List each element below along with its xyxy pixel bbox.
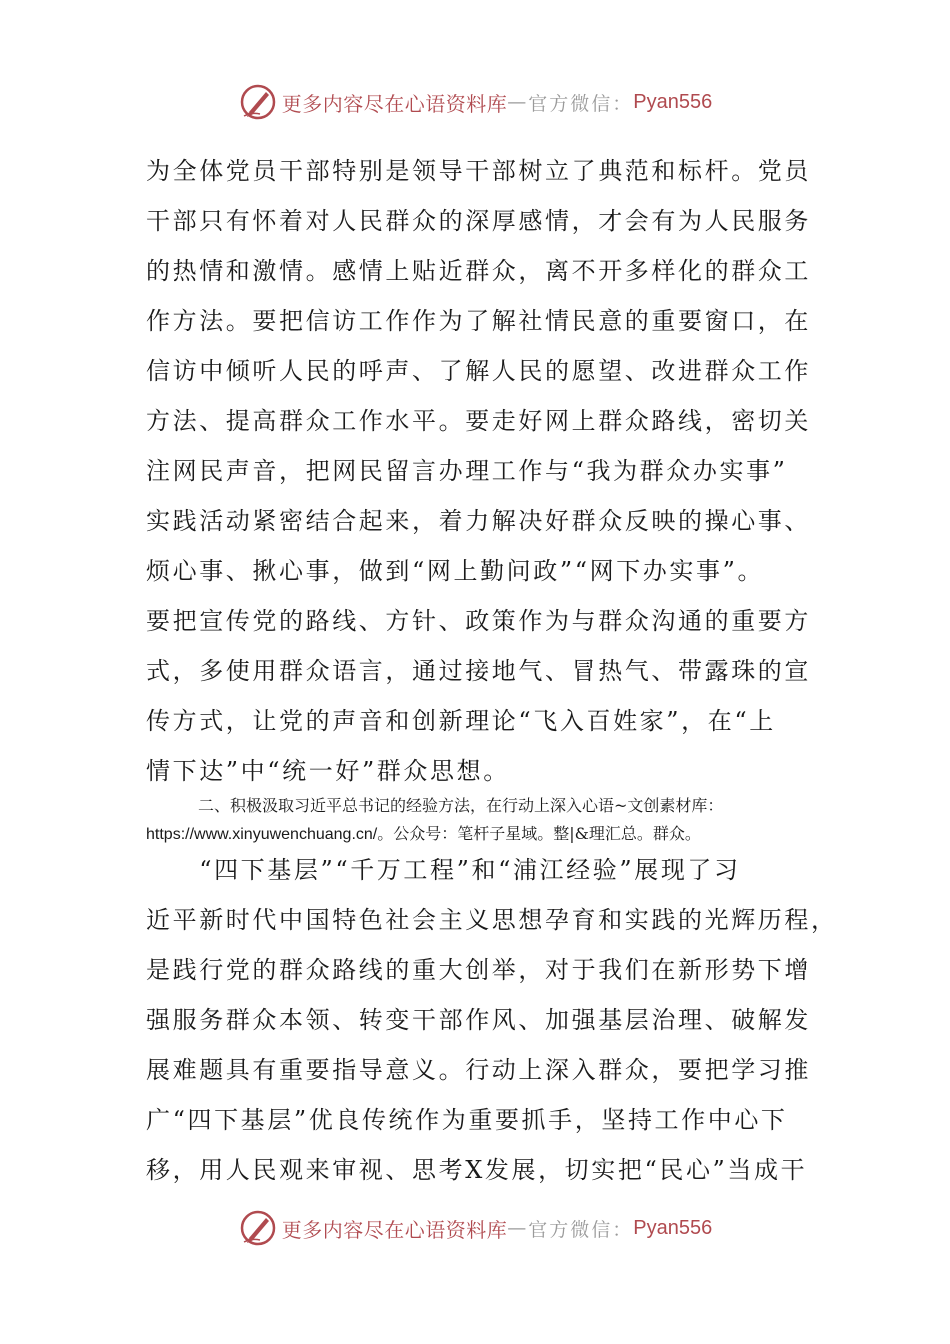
- text-line: 的热情和激情。感情上贴近群众，离不开多样化的群众工: [146, 257, 811, 285]
- banner-wechat-label: 官方微信：: [528, 92, 634, 115]
- text-line: 为全体党员干部特别是领导干部树立了典范和标杆。党员: [146, 157, 811, 185]
- text-line: 干部只有怀着对人民群众的深厚感情，才会有为人民服务: [146, 207, 811, 235]
- text-line: 信访中倾听人民的呼声、了解人民的愿望、改进群众工作: [146, 357, 811, 385]
- text-line: 方法、提高群众工作水平。要走好网上群众路线，密切关: [146, 407, 811, 435]
- pen-logo-icon: [238, 1208, 278, 1248]
- text-line: 强服务群众本领、转变干部作风、加强基层治理、破解发: [146, 1006, 811, 1034]
- text-line: 是践行党的群众路线的重大创举，对于我们在新形势下增: [146, 956, 811, 984]
- header-banner: [0, 80, 950, 124]
- text-line: 式，多使用群众语言，通过接地气、冒热气、带露珠的宣: [146, 657, 811, 685]
- banner-wechat-label: 官方微信：: [528, 1218, 634, 1241]
- text-line: 传方式，让党的声音和创新理论“飞入百姓家”，在“上: [146, 707, 776, 735]
- section-heading: [146, 792, 826, 849]
- heading-url[interactable]: https://www.xinyuwenchuang.cn/: [146, 826, 378, 843]
- heading-line-2-rest: 。公众号：笔杆子星域。整|&理汇总。群众。: [377, 824, 701, 843]
- text-line: 实践活动紧密结合起来，着力解决好群众反映的操心事、: [146, 507, 811, 535]
- text-line: “四下基层”“千万工程”和“浦江经验”展现了习: [146, 856, 741, 884]
- paragraph-1: [146, 146, 811, 796]
- text-line: 烦心事、揪心事，做到“网上勤问政”“网下办实事”。: [146, 557, 765, 585]
- text-line: 情下达”中“统一好”群众思想。: [146, 757, 510, 785]
- heading-line-1: 二、积极汲取习近平总书记的经验方法，在行动上深入心语~文创素材库：: [198, 796, 724, 815]
- text-line: 近平新时代中国特色社会主义思想孕育和实践的光辉历程，: [146, 906, 838, 934]
- banner-dash: —: [507, 1217, 529, 1239]
- banner-wechat-id: Pyan556: [633, 90, 713, 113]
- footer-banner: [0, 1206, 950, 1250]
- banner-dash: —: [507, 91, 529, 113]
- text-line: 作方法。要把信访工作作为了解社情民意的重要窗口，在: [146, 307, 811, 335]
- text-line: 注网民声音，把网民留言办理工作与“我为群众办实事”: [146, 457, 788, 485]
- text-line: 广“四下基层”优良传统作为重要抓手，坚持工作中心下: [146, 1106, 788, 1134]
- paragraph-2: [146, 845, 838, 1195]
- banner-text: 更多内容尽在心语资料库: [281, 1217, 508, 1242]
- text-line: 要把宣传党的路线、方针、政策作为与群众沟通的重要方: [146, 607, 811, 635]
- pen-logo-icon: [238, 82, 278, 122]
- text-line: 移，用人民观来审视、思考X发展，切实把“民心”当成干: [146, 1156, 808, 1184]
- banner-text: 更多内容尽在心语资料库: [281, 91, 508, 116]
- banner-wechat-id: Pyan556: [633, 1216, 713, 1239]
- text-line: 展难题具有重要指导意义。行动上深入群众，要把学习推: [146, 1056, 811, 1084]
